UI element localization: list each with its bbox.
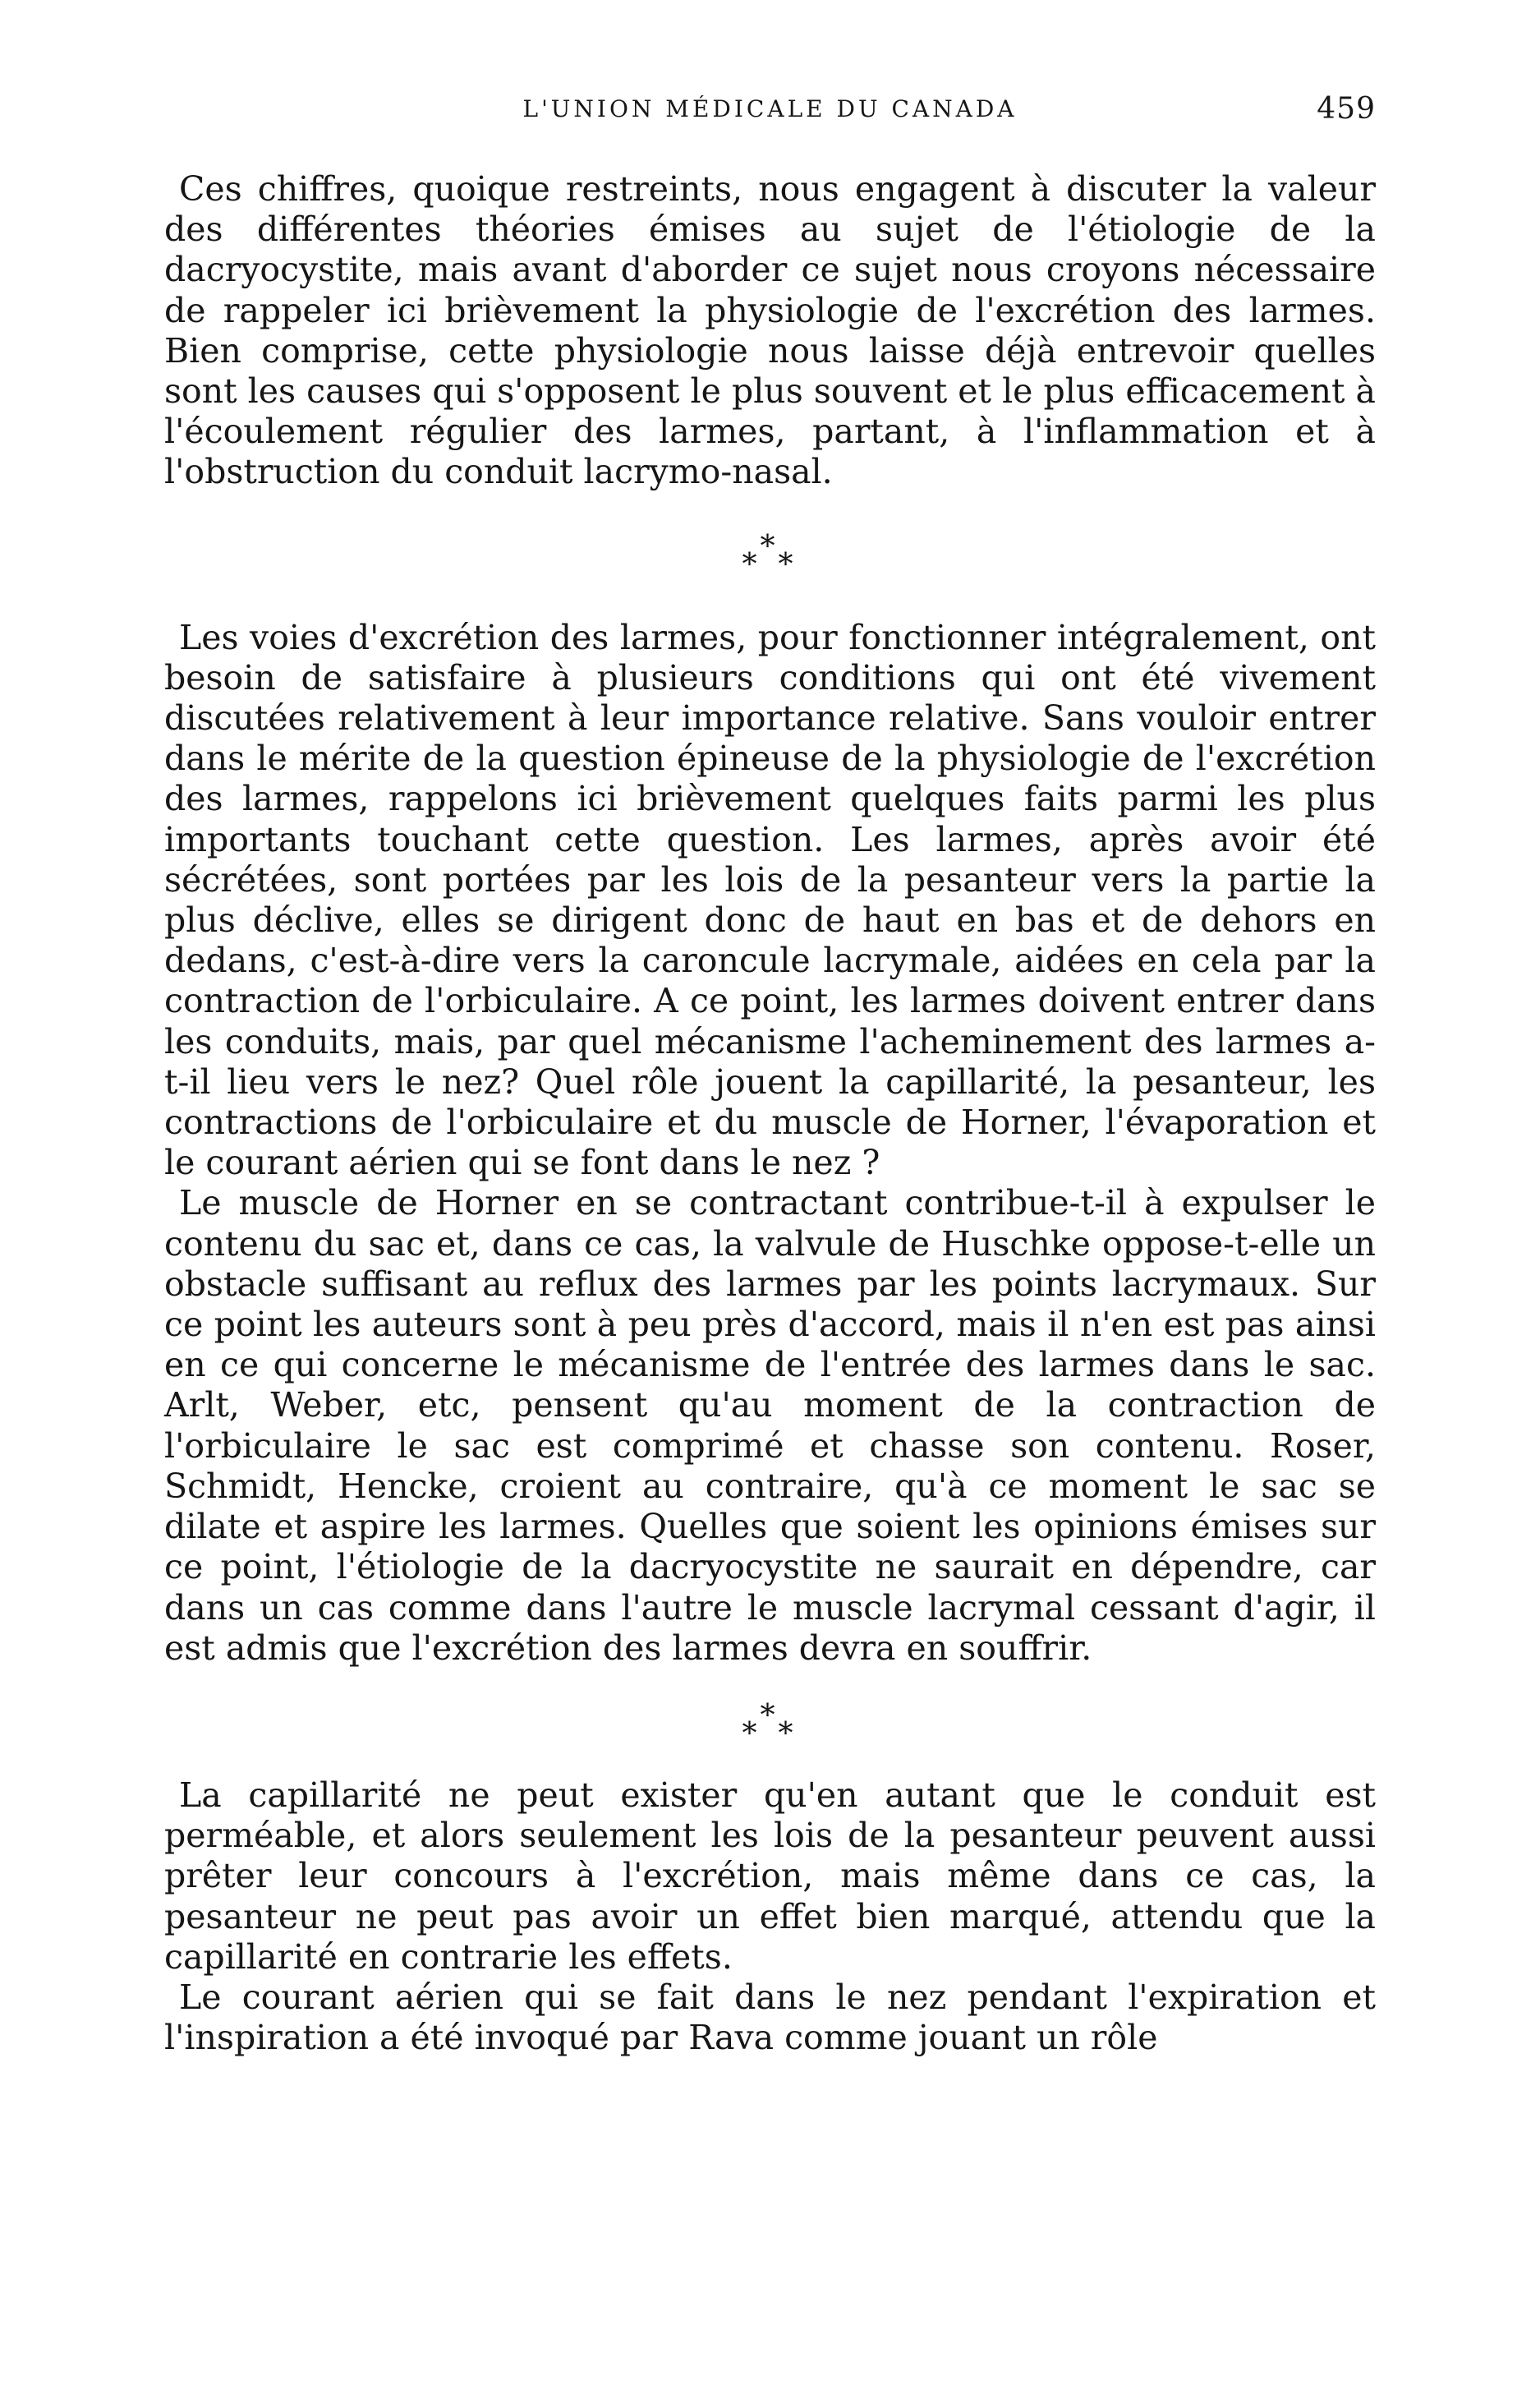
running-title: L'UNION MÉDICALE DU CANADA: [522, 95, 1018, 122]
book-page: [164, 90, 1376, 2058]
paragraph-4: La capillarité ne peut exister qu'en autant que le conduit est perméable, et alors seulement les lois de la pesanteur peuvent aussi prêter leur concours à l'excrétion, mais même dans ce cas, la pesanteur ne peut pas avoir un effet bien marqué, attendu que la capillarité en contrarie les effets.: [164, 1775, 1376, 1977]
asterism-star: *: [778, 1716, 793, 1751]
article-body: [164, 169, 1376, 2058]
asterism: [738, 1698, 803, 1751]
paragraph-3: Le muscle de Horner en se contractant contribue-t-il à expulser le contenu du sac et, dans ce cas, la valvule de Huschke oppose-t-elle un obstacle suffisant au reflux des larmes par les points lacrymaux. Sur ce point les auteurs sont à peu près d'accord, mais il n'en est pas ainsi en ce qui concerne le mécanisme de l'entrée des larmes dans le sac. Arlt, Weber, etc, pensent qu'au moment de la contraction de l'orbiculaire le sac est comprimé et chasse son contenu. Roser, Schmidt, Hencke, croient au contraire, qu'à ce moment le sac se dilate et aspire les larmes. Quelles que soient les opinions émises sur ce point, l'étiologie de la dacryocystite ne saurait en dépendre, car dans un cas comme dans l'autre le muscle lacrymal cessant d'agir, il est admis que l'excrétion des larmes devra en souffrir.: [164, 1183, 1376, 1668]
asterism-star: *: [778, 547, 793, 582]
page-number: 459: [1317, 92, 1376, 126]
section-separator: [164, 496, 1376, 618]
asterism-star: *: [760, 529, 775, 564]
paragraph-1: Ces chiffres, quoique restreints, nous engagent à discuter la valeur des différentes théories émises au sujet de l'étiologie de la dacryocystite, mais avant d'aborder ce sujet nous croyons nécessaire de rappeler ici brièvement la physiologie de l'excrétion des larmes. Bien comprise, cette physiologie nous laisse déjà entrevoir quelles sont les causes qui s'opposent le plus souvent et le plus efficacement à l'écoulement régulier des larmes, partant, à l'inflammation et à l'obstruction du conduit lacrymo-nasal.: [164, 169, 1376, 492]
asterism: [738, 529, 803, 582]
paragraph-5: Le courant aérien qui se fait dans le nez pendant l'expiration et l'inspiration a été invoqué par Rava comme jouant un rôle: [164, 1977, 1376, 2058]
running-header: [164, 90, 1376, 140]
section-separator: [164, 1669, 1376, 1775]
paragraph-2: Les voies d'excrétion des larmes, pour fonctionner intégralement, ont besoin de satisfaire à plusieurs conditions qui ont été vivement discutées relativement à leur importance relative. Sans vouloir entrer dans le mérite de la question épineuse de la physiologie de l'excrétion des larmes, rappelons ici brièvement quelques faits parmi les plus importants touchant cette question. Les larmes, après avoir été sécrétées, sont portées par les lois de la pesanteur vers la partie la plus déclive, elles se dirigent donc de haut en bas et de dehors en dedans, c'est-à-dire vers la caroncule lacrymale, aidées en cela par la contraction de l'orbiculaire. A ce point, les larmes doivent entrer dans les conduits, mais, par quel mécanisme l'acheminement des larmes a-t-il lieu vers le nez? Quel rôle jouent la capillarité, la pesanteur, les contractions de l'orbiculaire et du muscle de Horner, l'évaporation et le courant aérien qui se font dans le nez ?: [164, 617, 1376, 1183]
asterism-star: *: [742, 1716, 757, 1751]
asterism-star: *: [760, 1698, 775, 1733]
asterism-star: *: [742, 547, 757, 582]
